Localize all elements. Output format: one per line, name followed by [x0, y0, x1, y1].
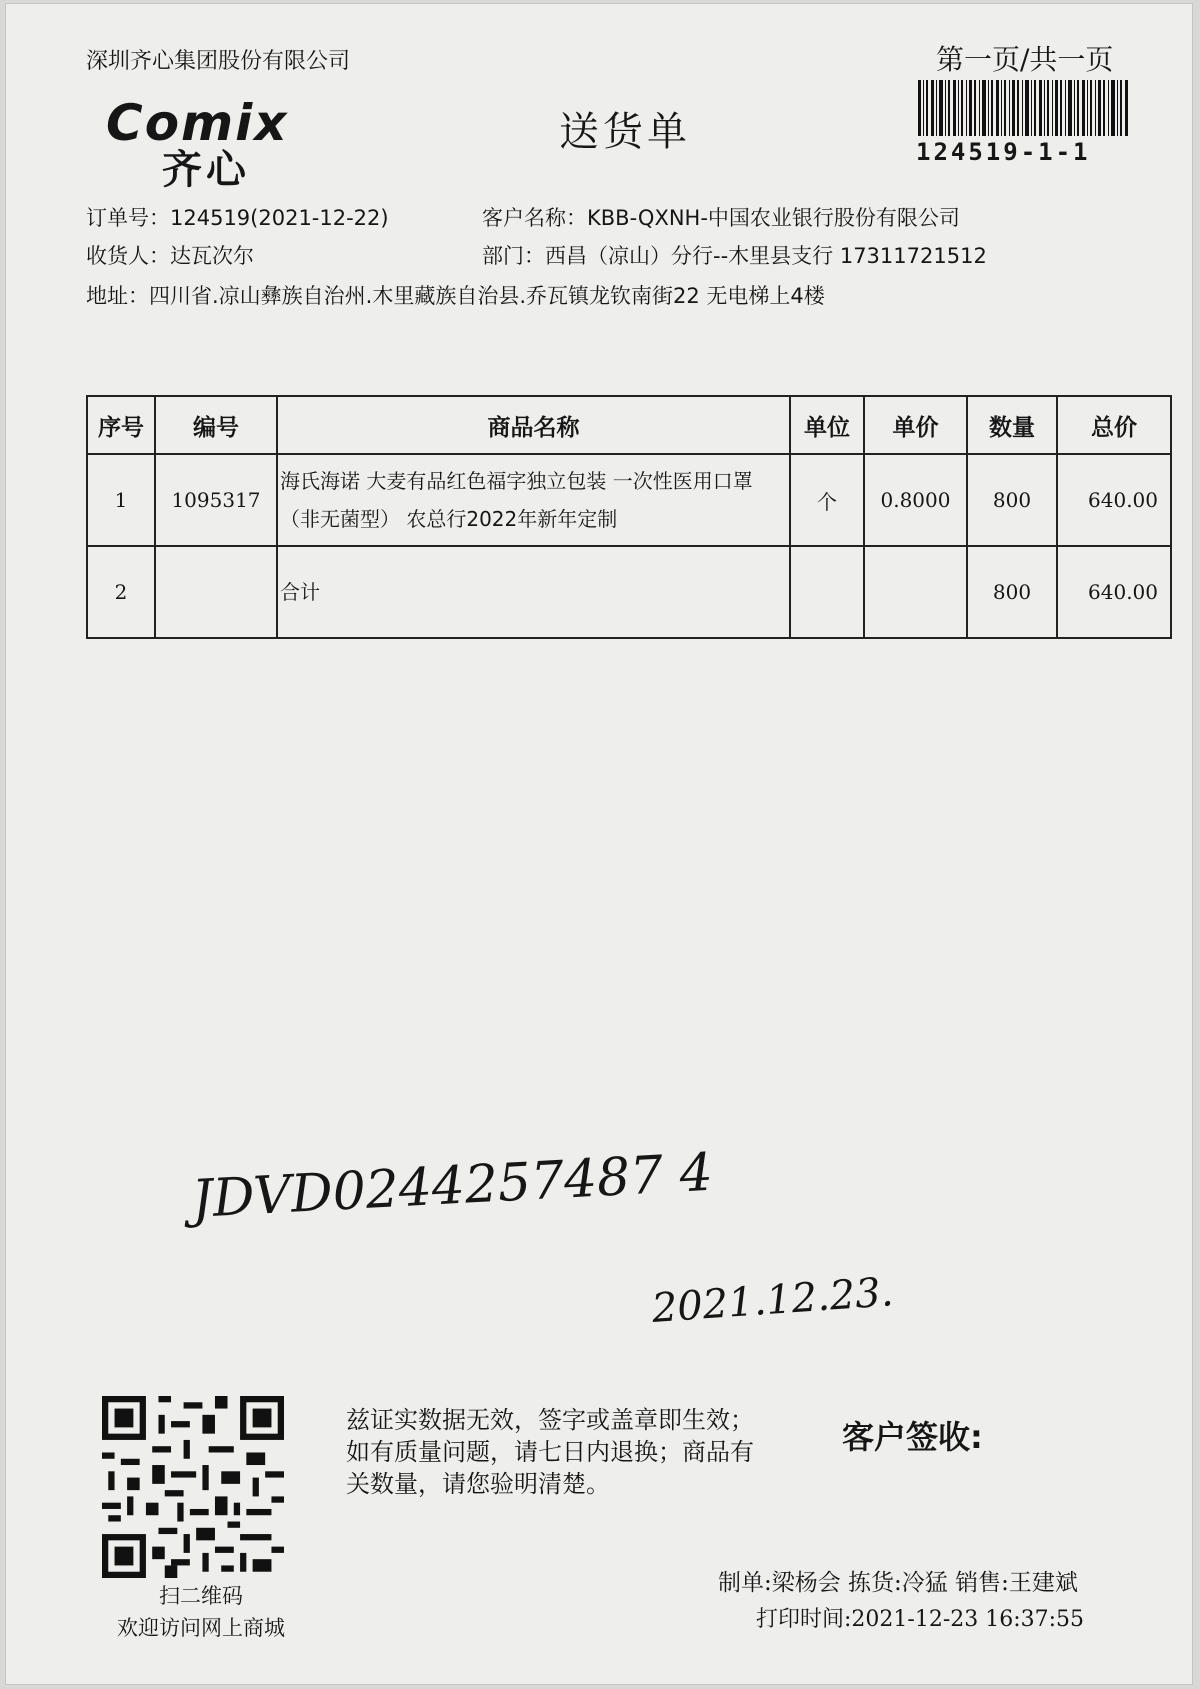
cell-qty: 800: [967, 546, 1057, 638]
table-row: [87, 454, 1171, 546]
document-title: 送货单: [559, 109, 691, 155]
cell-seq: 1: [87, 454, 155, 546]
column-header: 总价: [1057, 396, 1171, 454]
qr-caption: [106, 1580, 296, 1644]
customer-sign-label: 客户签收:: [842, 1418, 983, 1456]
department: 部门：西昌（凉山）分行--木里县支行 17311721512: [482, 244, 987, 268]
cell-unit: [790, 546, 864, 638]
column-header: 商品名称: [277, 396, 790, 454]
notice-text: 兹证实数据无效，签字或盖章即生效；如有质量问题，请七日内退换；商品有关数量，请您验明清楚。: [346, 1406, 754, 1498]
cell-code: 1095317: [155, 454, 277, 546]
cell-qty: 800: [967, 454, 1057, 546]
delivery-note-paper: [6, 4, 1192, 1684]
column-header: 数量: [967, 396, 1057, 454]
barcode-icon: [918, 80, 1128, 136]
receiver: 收货人：达瓦次尔: [86, 244, 254, 268]
logo-text-cn: 齐心: [162, 147, 250, 193]
qr-caption-line: 扫二维码: [159, 1584, 243, 1608]
cell-code: [155, 546, 277, 638]
company-name: 深圳齐心集团股份有限公司: [86, 49, 351, 74]
cell-total: 640.00: [1057, 546, 1171, 638]
qr-code-icon: [102, 1396, 284, 1578]
address: 地址：四川省.凉山彝族自治州.木里藏族自治县.乔瓦镇龙钦南街22 无电梯上4楼: [86, 284, 825, 308]
items-table: [86, 395, 1172, 639]
table-header-row: [87, 396, 1171, 454]
print-time: 打印时间:2021-12-23 16:37:55: [756, 1607, 1085, 1632]
cell-name: 合计: [277, 546, 790, 638]
staff-info: 制单:梁杨会 拣货:冷猛 销售:王建斌: [718, 1570, 1078, 1596]
cell-name: 海氏海诺 大麦有品红色福字独立包装 一次性医用口罩（非无菌型） 农总行2022年新年定制: [277, 454, 790, 546]
column-header: 编号: [155, 396, 277, 454]
column-header: 单价: [864, 396, 967, 454]
order-number: 订单号：124519(2021-12-22): [86, 206, 389, 230]
column-header: 序号: [87, 396, 155, 454]
cell-total: 640.00: [1057, 454, 1171, 546]
cell-unit: 个: [790, 454, 864, 546]
page-info: 第一页/共一页: [936, 43, 1114, 76]
handwritten-tracking-number: JDVD0244257487 4: [190, 1142, 715, 1230]
comix-logo: [106, 94, 346, 193]
cell-price: [864, 546, 967, 638]
barcode-number: 124519-1-1: [916, 138, 1091, 166]
qr-caption-line: 欢迎访问网上商城: [117, 1616, 285, 1640]
handwritten-date: 2021.12.23.: [650, 1269, 895, 1332]
logo-text-en: Comix: [106, 94, 289, 152]
cell-price: 0.8000: [864, 454, 967, 546]
cell-seq: 2: [87, 546, 155, 638]
table-row: [87, 546, 1171, 638]
column-header: 单位: [790, 396, 864, 454]
customer-name: 客户名称：KBB-QXNH-中国农业银行股份有限公司: [482, 206, 960, 230]
